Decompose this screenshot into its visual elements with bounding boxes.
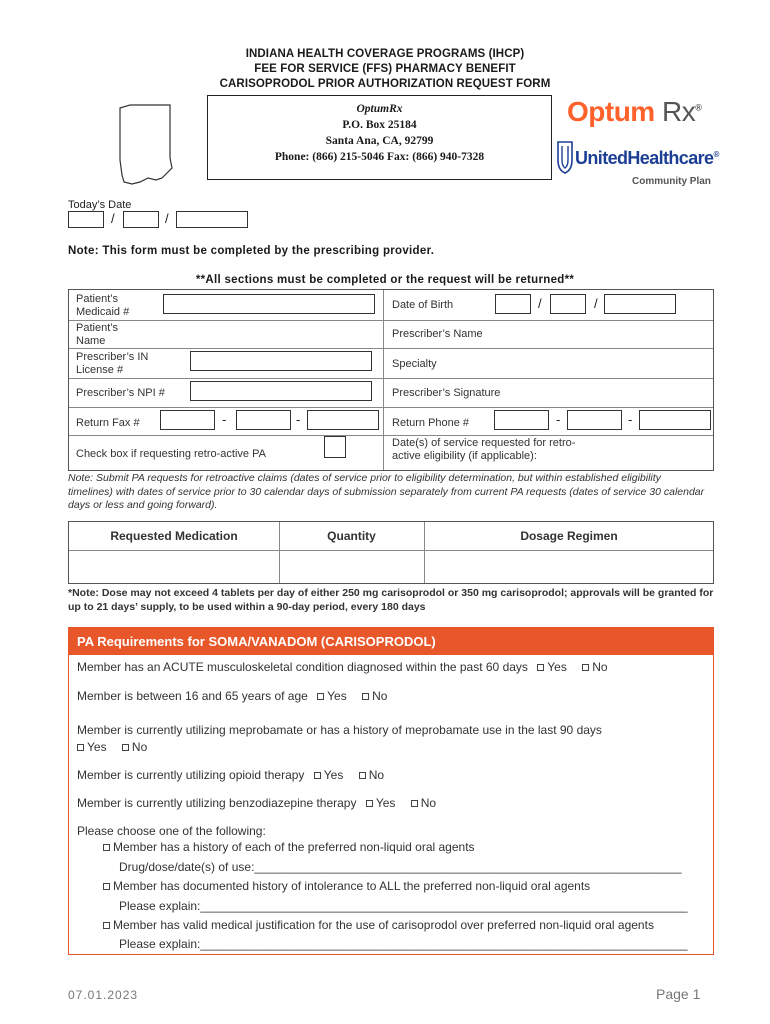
intolerance-explain-field[interactable]: Please explain:_________________________________________________________________________ — [119, 899, 688, 913]
patient-prescriber-table — [68, 289, 714, 471]
return-phone-line-input[interactable] — [639, 410, 711, 430]
todays-date-year-input[interactable] — [176, 211, 248, 228]
meprobamate-question — [77, 722, 602, 755]
option-history-text: Member has a history of each of the preferred non-liquid oral agents — [113, 840, 475, 854]
acute-yes-checkbox[interactable] — [537, 664, 544, 671]
option-history-checkbox[interactable] — [103, 844, 110, 851]
optumrx-logo — [567, 96, 701, 128]
dob-day-input[interactable] — [550, 294, 586, 314]
pa-requirements-title: PA Requirements for SOMA/VANADOM (CARISOPRODOL) — [69, 628, 713, 655]
age-no-checkbox[interactable] — [362, 693, 369, 700]
option-intolerance-text: Member has documented history of intolerance to ALL the preferred non-liquid oral agents — [113, 879, 591, 893]
requested-medication-input[interactable] — [70, 551, 278, 582]
uhc-logo-text: UnitedHealthcare — [575, 148, 714, 168]
quantity-header: Quantity — [327, 529, 376, 543]
yes-label: Yes — [547, 660, 567, 674]
acute-condition-question — [77, 659, 608, 675]
uhc-shield-icon — [556, 140, 574, 174]
page-number: Page 1 — [656, 986, 701, 1002]
return-fax-prefix-input[interactable] — [236, 410, 291, 430]
prescriber-license-input[interactable] — [190, 351, 372, 371]
todays-date-month-input[interactable] — [68, 211, 104, 228]
phone-separator: - — [556, 412, 561, 427]
no-label: No — [372, 689, 388, 703]
yes-label: Yes — [323, 768, 344, 782]
dob-year-input[interactable] — [604, 294, 676, 314]
no-label: No — [592, 660, 608, 674]
optum-logo-text: Optum — [567, 96, 655, 127]
date-separator: / — [165, 211, 169, 226]
benzo-text: Member is currently utilizing benzodiazepine therapy — [77, 796, 357, 810]
optum-logo-reg: ® — [695, 102, 702, 113]
dob-separator: / — [594, 296, 598, 311]
retroactive-note: Note: Submit PA requests for retroactive claims (dates of service prior to eligibility determination, but within established eligibility timelines) with dates of service prior to 30 calendar days of submission separately from current PA requests (dates of service 30 calendar days or less and going forward). — [68, 472, 705, 511]
fax-separator: - — [222, 412, 227, 427]
opioid-yes-checkbox[interactable] — [314, 772, 321, 779]
acute-no-checkbox[interactable] — [582, 664, 589, 671]
yes-label: Yes — [87, 740, 107, 754]
meprobamate-text: Member is currently utilizing meprobamate or has a history of meprobamate use in the last 90 days — [77, 723, 602, 737]
dose-limit-note: *Note: Dose may not exceed 4 tablets per day of either 250 mg carisoprodol or 350 mg carisoprodol; approvals will be granted for up to 21 days’ supply, to be used within a 90-day period, every 180 days — [68, 587, 714, 613]
choose-one-label: Please choose one of the following: — [77, 824, 266, 838]
date-of-birth-label: Date of Birth — [392, 299, 454, 311]
option-history — [103, 839, 475, 855]
justification-explain-field[interactable]: Please explain:_________________________________________________________________________ — [119, 937, 688, 951]
requested-medication-header: Requested Medication — [110, 529, 238, 543]
yes-label: Yes — [327, 689, 347, 703]
dosage-regimen-header: Dosage Regimen — [520, 529, 618, 543]
return-phone-area-input[interactable] — [494, 410, 549, 430]
medication-table — [68, 521, 714, 584]
phone-separator: - — [628, 412, 633, 427]
return-phone-prefix-input[interactable] — [567, 410, 622, 430]
date-separator: / — [111, 211, 115, 226]
prescriber-npi-input[interactable] — [190, 381, 372, 401]
age-text: Member is between 16 and 65 years of age — [77, 689, 308, 703]
prescriber-name-label: Prescriber’s Name — [392, 328, 483, 340]
fax-separator: - — [296, 412, 301, 427]
todays-date-label: Today’s Date — [68, 199, 132, 211]
option-justification-checkbox[interactable] — [103, 922, 110, 929]
benzo-yes-checkbox[interactable] — [366, 800, 373, 807]
age-yes-checkbox[interactable] — [317, 693, 324, 700]
meprobamate-no-checkbox[interactable] — [122, 744, 129, 751]
yes-label: Yes — [375, 796, 396, 810]
return-fax-label: Return Fax # — [76, 417, 140, 429]
return-fax-line-input[interactable] — [307, 410, 379, 430]
pa-requirements-section — [68, 627, 714, 955]
benzo-no-checkbox[interactable] — [411, 800, 418, 807]
benzo-question — [77, 795, 436, 811]
uhc-logo-reg: ® — [713, 150, 719, 159]
address-block — [207, 95, 552, 180]
form-title-line1: INDIANA HEALTH COVERAGE PROGRAMS (IHCP) — [245, 48, 525, 60]
address-city: Santa Ana, CA, 92799 — [325, 135, 434, 147]
footer-date: 07.01.2023 — [68, 988, 139, 1002]
prescriber-signature-label: Prescriber’s Signature — [392, 387, 501, 399]
form-title-line3: CARISOPRODOL PRIOR AUTHORIZATION REQUEST FORM — [219, 78, 551, 90]
dob-month-input[interactable] — [495, 294, 531, 314]
address-phone: Phone: (866) 215-5046 Fax: (866) 940-7328 — [274, 151, 485, 163]
meprobamate-yes-checkbox[interactable] — [77, 744, 84, 751]
patient-medicaid-label: Patient’s Medicaid # — [76, 293, 130, 318]
dob-separator: / — [538, 296, 542, 311]
acute-condition-text: Member has an ACUTE musculoskeletal condition diagnosed within the past 60 days — [77, 660, 528, 674]
return-phone-label: Return Phone # — [392, 417, 470, 429]
uhc-logo — [575, 148, 719, 169]
prescriber-npi-label: Prescriber’s NPI # — [76, 387, 165, 399]
address-company: OptumRx — [356, 103, 403, 115]
specialty-label: Specialty — [392, 358, 437, 370]
dosage-regimen-input[interactable] — [425, 551, 712, 582]
no-label: No — [420, 796, 437, 810]
todays-date-day-input[interactable] — [123, 211, 159, 228]
patient-name-label: Patient’s Name — [76, 322, 118, 347]
patient-medicaid-input[interactable] — [163, 294, 375, 314]
opioid-no-checkbox[interactable] — [359, 772, 366, 779]
option-intolerance — [103, 878, 590, 894]
retro-pa-checkbox[interactable] — [324, 436, 346, 458]
form-title-line2: FEE FOR SERVICE (FFS) PHARMACY BENEFIT — [254, 63, 516, 75]
prescriber-note: Note: This form must be completed by the prescribing provider. — [68, 245, 435, 257]
community-plan-label: Community Plan — [632, 176, 711, 187]
prescriber-license-label: Prescriber’s IN License # — [76, 351, 149, 376]
no-label: No — [368, 768, 385, 782]
quantity-input[interactable] — [280, 551, 423, 582]
option-intolerance-checkbox[interactable] — [103, 883, 110, 890]
address-pobox: P.O. Box 25184 — [342, 119, 417, 131]
option-justification — [103, 917, 654, 933]
return-fax-area-input[interactable] — [160, 410, 215, 430]
no-label: No — [131, 740, 148, 754]
drug-dose-field[interactable]: Drug/dose/date(s) of use:________________________________________________________________ — [119, 860, 682, 874]
optum-logo-rx: Rx — [662, 96, 696, 127]
dates-of-service-label: Date(s) of service requested for retro-active eligibility (if applicable): — [392, 437, 576, 462]
indiana-map-icon — [110, 100, 180, 188]
opioid-text: Member is currently utilizing opioid therapy — [77, 768, 305, 782]
all-sections-note: **All sections must be completed or the request will be returned** — [195, 274, 575, 286]
opioid-question — [77, 767, 384, 783]
option-justification-text: Member has valid medical justification for the use of carisoprodol over preferred non-liquid oral agents — [113, 918, 654, 932]
retro-checkbox-label: Check box if requesting retro-active PA — [76, 448, 266, 460]
age-question — [77, 688, 387, 704]
